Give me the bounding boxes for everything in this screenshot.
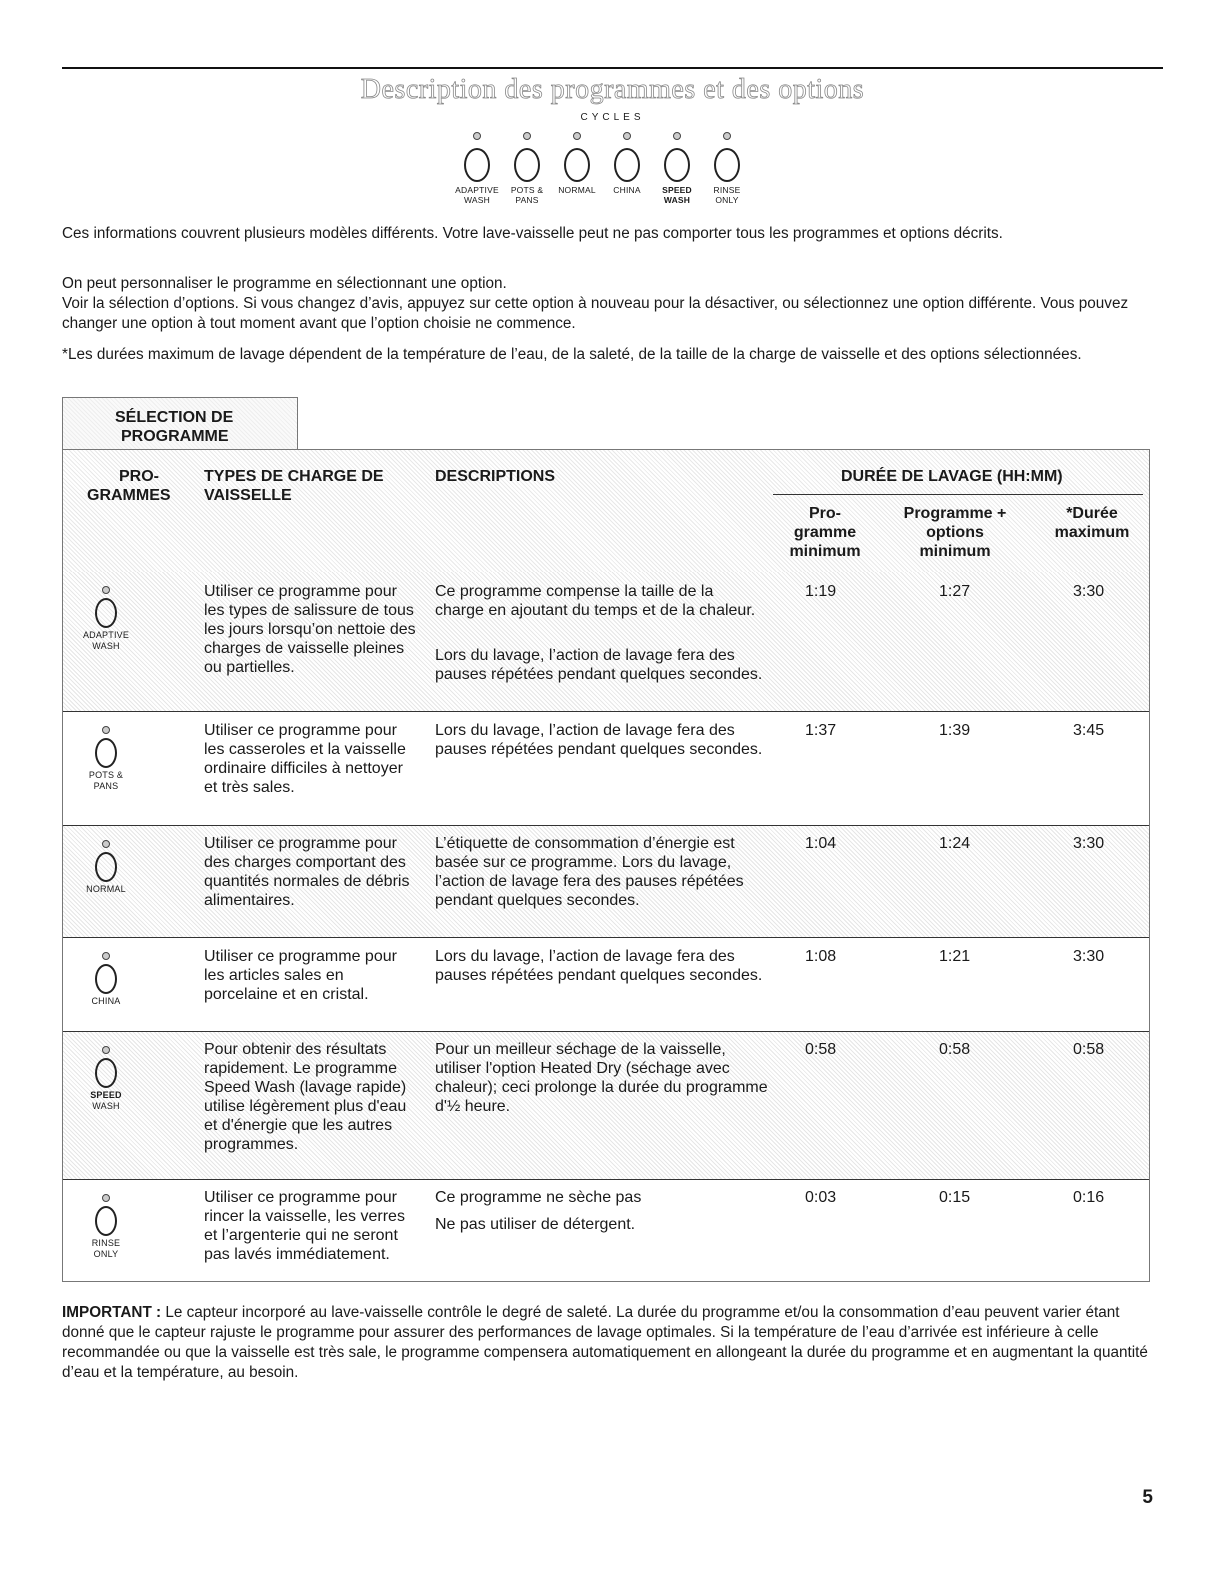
indicator-light-icon [102,1046,110,1054]
program-icon-cell [83,950,129,1007]
intro-paragraph-1: Ces informations couvrent plusieurs modèles différents. Votre lave-vaisselle peut ne pas comporter tous les programmes et options décrits. [62,225,1003,242]
sub-header-text: *Durée [1066,505,1118,522]
min-time-cell: 1:04 [805,835,837,852]
tab-line-1: SÉLECTION DE [115,409,234,426]
panel-label: CHINA [613,185,641,195]
options-time-cell: 0:15 [939,1189,971,1206]
description-cell-2: Ne pas utiliser de détergent. [435,1216,636,1233]
icon-label: PANS [93,781,119,791]
cycle-button-icon [95,1058,117,1088]
icon-label: CHINA [91,996,121,1006]
panel-button-rinse-only [702,130,752,205]
sub-header-text: minimum [789,543,861,560]
description-cell: Ce programme compense la taille de la charge en ajoutant du temps et de la chaleur. [435,583,756,619]
max-time-cell: 3:45 [1073,722,1105,739]
important-note [62,1303,1152,1383]
indicator-light-icon [102,726,110,734]
table-row-china [63,938,1149,1032]
indicator-light-icon [573,132,581,140]
indicator-light-icon [723,132,731,140]
cycle-button-icon [714,148,740,182]
sub-header-options [889,504,1021,561]
description-cell: Ce programme ne sèche pas [435,1189,642,1206]
types-cell: Utiliser ce programme pour les articles sales en porcelaine et en cristal. [204,948,397,1003]
icon-label: POTS & [88,770,124,780]
cycles-heading: CYCLES [580,112,645,123]
panel-label: ADAPTIVE [455,185,499,195]
indicator-light-icon [523,132,531,140]
sub-header-text: maximum [1054,524,1130,541]
types-cell: Utiliser ce programme pour les casseroles et la vaisselle ordinaire difficiles à nettoyer et très sales. [204,722,406,796]
header-divider [773,494,1143,495]
intro-paragraph-4: *Les durées maximum de lavage dépendent de la température de l’eau, de la saleté, de la taille de la charge de vaisselle et des options sélectionnées. [62,346,1082,363]
options-time-cell: 1:39 [939,722,971,739]
col-header-types-2: VAISSELLE [204,487,292,504]
max-time-cell: 3:30 [1073,835,1105,852]
cycle-button-icon [564,148,590,182]
table-row-adaptive-wash [63,572,1149,712]
min-time-cell: 1:08 [805,948,837,965]
indicator-light-icon [102,840,110,848]
sub-header-text: Programme + [903,505,1007,522]
icon-label: RINSE [91,1238,121,1248]
indicator-light-icon [102,952,110,960]
panel-label: WASH [463,195,490,205]
table-tab-header [62,397,298,449]
top-rule [62,67,1163,69]
icon-label: WASH [92,1101,120,1111]
icon-label: ONLY [93,1249,119,1259]
icon-label: WASH [92,641,120,651]
indicator-light-icon [473,132,481,140]
program-icon-cell [83,838,129,895]
max-time-cell: 3:30 [1073,583,1105,600]
sub-header-text: gramme [793,524,857,541]
cycle-button-icon [95,964,117,994]
min-time-cell: 1:37 [805,722,837,739]
max-time-cell: 0:58 [1073,1041,1105,1058]
panel-label: WASH [663,195,691,205]
sub-header-text: options [926,524,984,541]
panel-label: NORMAL [558,185,596,195]
panel-button-adaptive-wash [452,130,502,205]
table-row-normal [63,826,1149,938]
description-cell-2: Lors du lavage, l’action de lavage fera des pauses répétées pendant quelques secondes. [435,647,763,683]
cycle-table [62,449,1150,1282]
important-label: IMPORTANT : [62,1304,162,1321]
sub-header-text: minimum [919,543,991,560]
icon-label: SPEED [90,1090,122,1100]
panel-label: ONLY [715,195,739,205]
table-row-rinse-only [63,1180,1149,1282]
max-time-cell: 3:30 [1073,948,1105,965]
cycle-button-icon [514,148,540,182]
description-cell: Lors du lavage, l’action de lavage fera des pauses répétées pendant quelques secondes. [435,722,763,758]
max-time-cell: 0:16 [1073,1189,1105,1206]
min-time-cell: 0:03 [805,1189,837,1206]
col-header-programmes-2: GRAMMES [87,487,171,504]
table-row-speed-wash [63,1032,1149,1180]
options-time-cell: 1:21 [939,948,971,965]
cycle-button-icon [614,148,640,182]
panel-button-speed-wash [652,130,702,205]
table-header [63,450,1149,574]
cycle-button-icon [664,148,690,182]
panel-button-normal [552,130,602,205]
cycle-button-icon [464,148,490,182]
panel-label: SPEED [662,185,692,195]
table-row-pots-pans [63,712,1149,826]
indicator-light-icon [623,132,631,140]
indicator-light-icon [102,586,110,594]
min-time-cell: 0:58 [805,1041,837,1058]
sub-header-min [775,504,875,561]
cycle-button-icon [95,738,117,768]
description-cell: Lors du lavage, l’action de lavage fera des pauses répétées pendant quelques secondes. [435,948,763,984]
col-header-programmes-1: PRO- [119,468,159,485]
sub-header-text: Pro- [809,505,841,522]
types-cell: Utiliser ce programme pour des charges comportant des quantités normales de débris alimentaires. [204,835,410,909]
indicator-light-icon [673,132,681,140]
col-header-types-1: TYPES DE CHARGE DE [204,468,384,485]
types-cell: Pour obtenir des résultats rapidement. Le programme Speed Wash (lavage rapide) utilise légèrement plus d'eau et d'énergie que les autres programmes. [204,1041,407,1153]
important-text: Le capteur incorporé au lave-vaisselle contrôle le degré de saleté. La durée du programme et/ou la consommation d’eau peuvent varier étant donné que le capteur rajuste le programme pour assurer des performances de lavage optimales. Si la température de l’eau d’arrivée est inférieure à celle recommandée ou que la vaisselle est très sale, le programme compensera automatiquement en allongeant la durée du programme et en augmentant la quantité d’eau et la température, au besoin. [62,1304,1148,1381]
panel-label: PANS [515,195,539,205]
control-panel-illustration [452,130,752,205]
page-title: Description des programmes et des options [360,74,865,105]
page-number: 5 [1142,1487,1153,1508]
description-cell: L’étiquette de consommation d’énergie est basée sur ce programme. Lors du lavage, l’action de lavage fera des pauses répétées pendant quelques secondes. [435,835,744,909]
program-icon-cell [83,1192,129,1260]
col-header-duree: DURÉE DE LAVAGE (HH:MM) [841,468,1063,485]
description-cell: Pour un meilleur séchage de la vaisselle, utiliser l'option Heated Dry (séchage avec chaleur); ceci prolonge la durée du programme d'½ heure. [435,1041,768,1115]
cycle-button-icon [95,852,117,882]
icon-label: ADAPTIVE [82,630,130,640]
panel-label: POTS & [510,185,544,195]
intro-paragraph-2: On peut personnaliser le programme en sélectionnant une option. [62,275,507,292]
panel-button-pots-pans [502,130,552,205]
panel-button-china [602,130,652,205]
cycle-button-icon [95,598,117,628]
min-time-cell: 1:19 [805,583,837,600]
col-header-descriptions: DESCRIPTIONS [435,468,556,485]
sub-header-max [1039,504,1145,542]
icon-label: NORMAL [86,884,126,894]
indicator-light-icon [102,1194,110,1202]
cycle-button-icon [95,1206,117,1236]
tab-line-2: PROGRAMME [121,428,229,445]
types-cell: Utiliser ce programme pour rincer la vaisselle, les verres et l’argenterie qui ne seront pas lavés immédiatement. [204,1189,405,1263]
options-time-cell: 1:27 [939,583,971,600]
options-time-cell: 1:24 [939,835,971,852]
program-icon-cell [83,724,129,792]
options-time-cell: 0:58 [939,1041,971,1058]
program-icon-cell [83,584,129,652]
types-cell: Utiliser ce programme pour les types de salissure de tous les jours lorsqu’on nettoie des charges de vaisselle pleines ou partielles. [204,583,416,676]
panel-label: RINSE [713,185,741,195]
intro-paragraph-3: Voir la sélection d’options. Si vous changez d’avis, appuyez sur cette option à nouveau pour la désactiver, ou sélectionnez une option différente. Vous pouvez changer une option à tout moment avant que l’option choisie ne commence. [62,295,1129,332]
program-icon-cell [83,1044,129,1112]
